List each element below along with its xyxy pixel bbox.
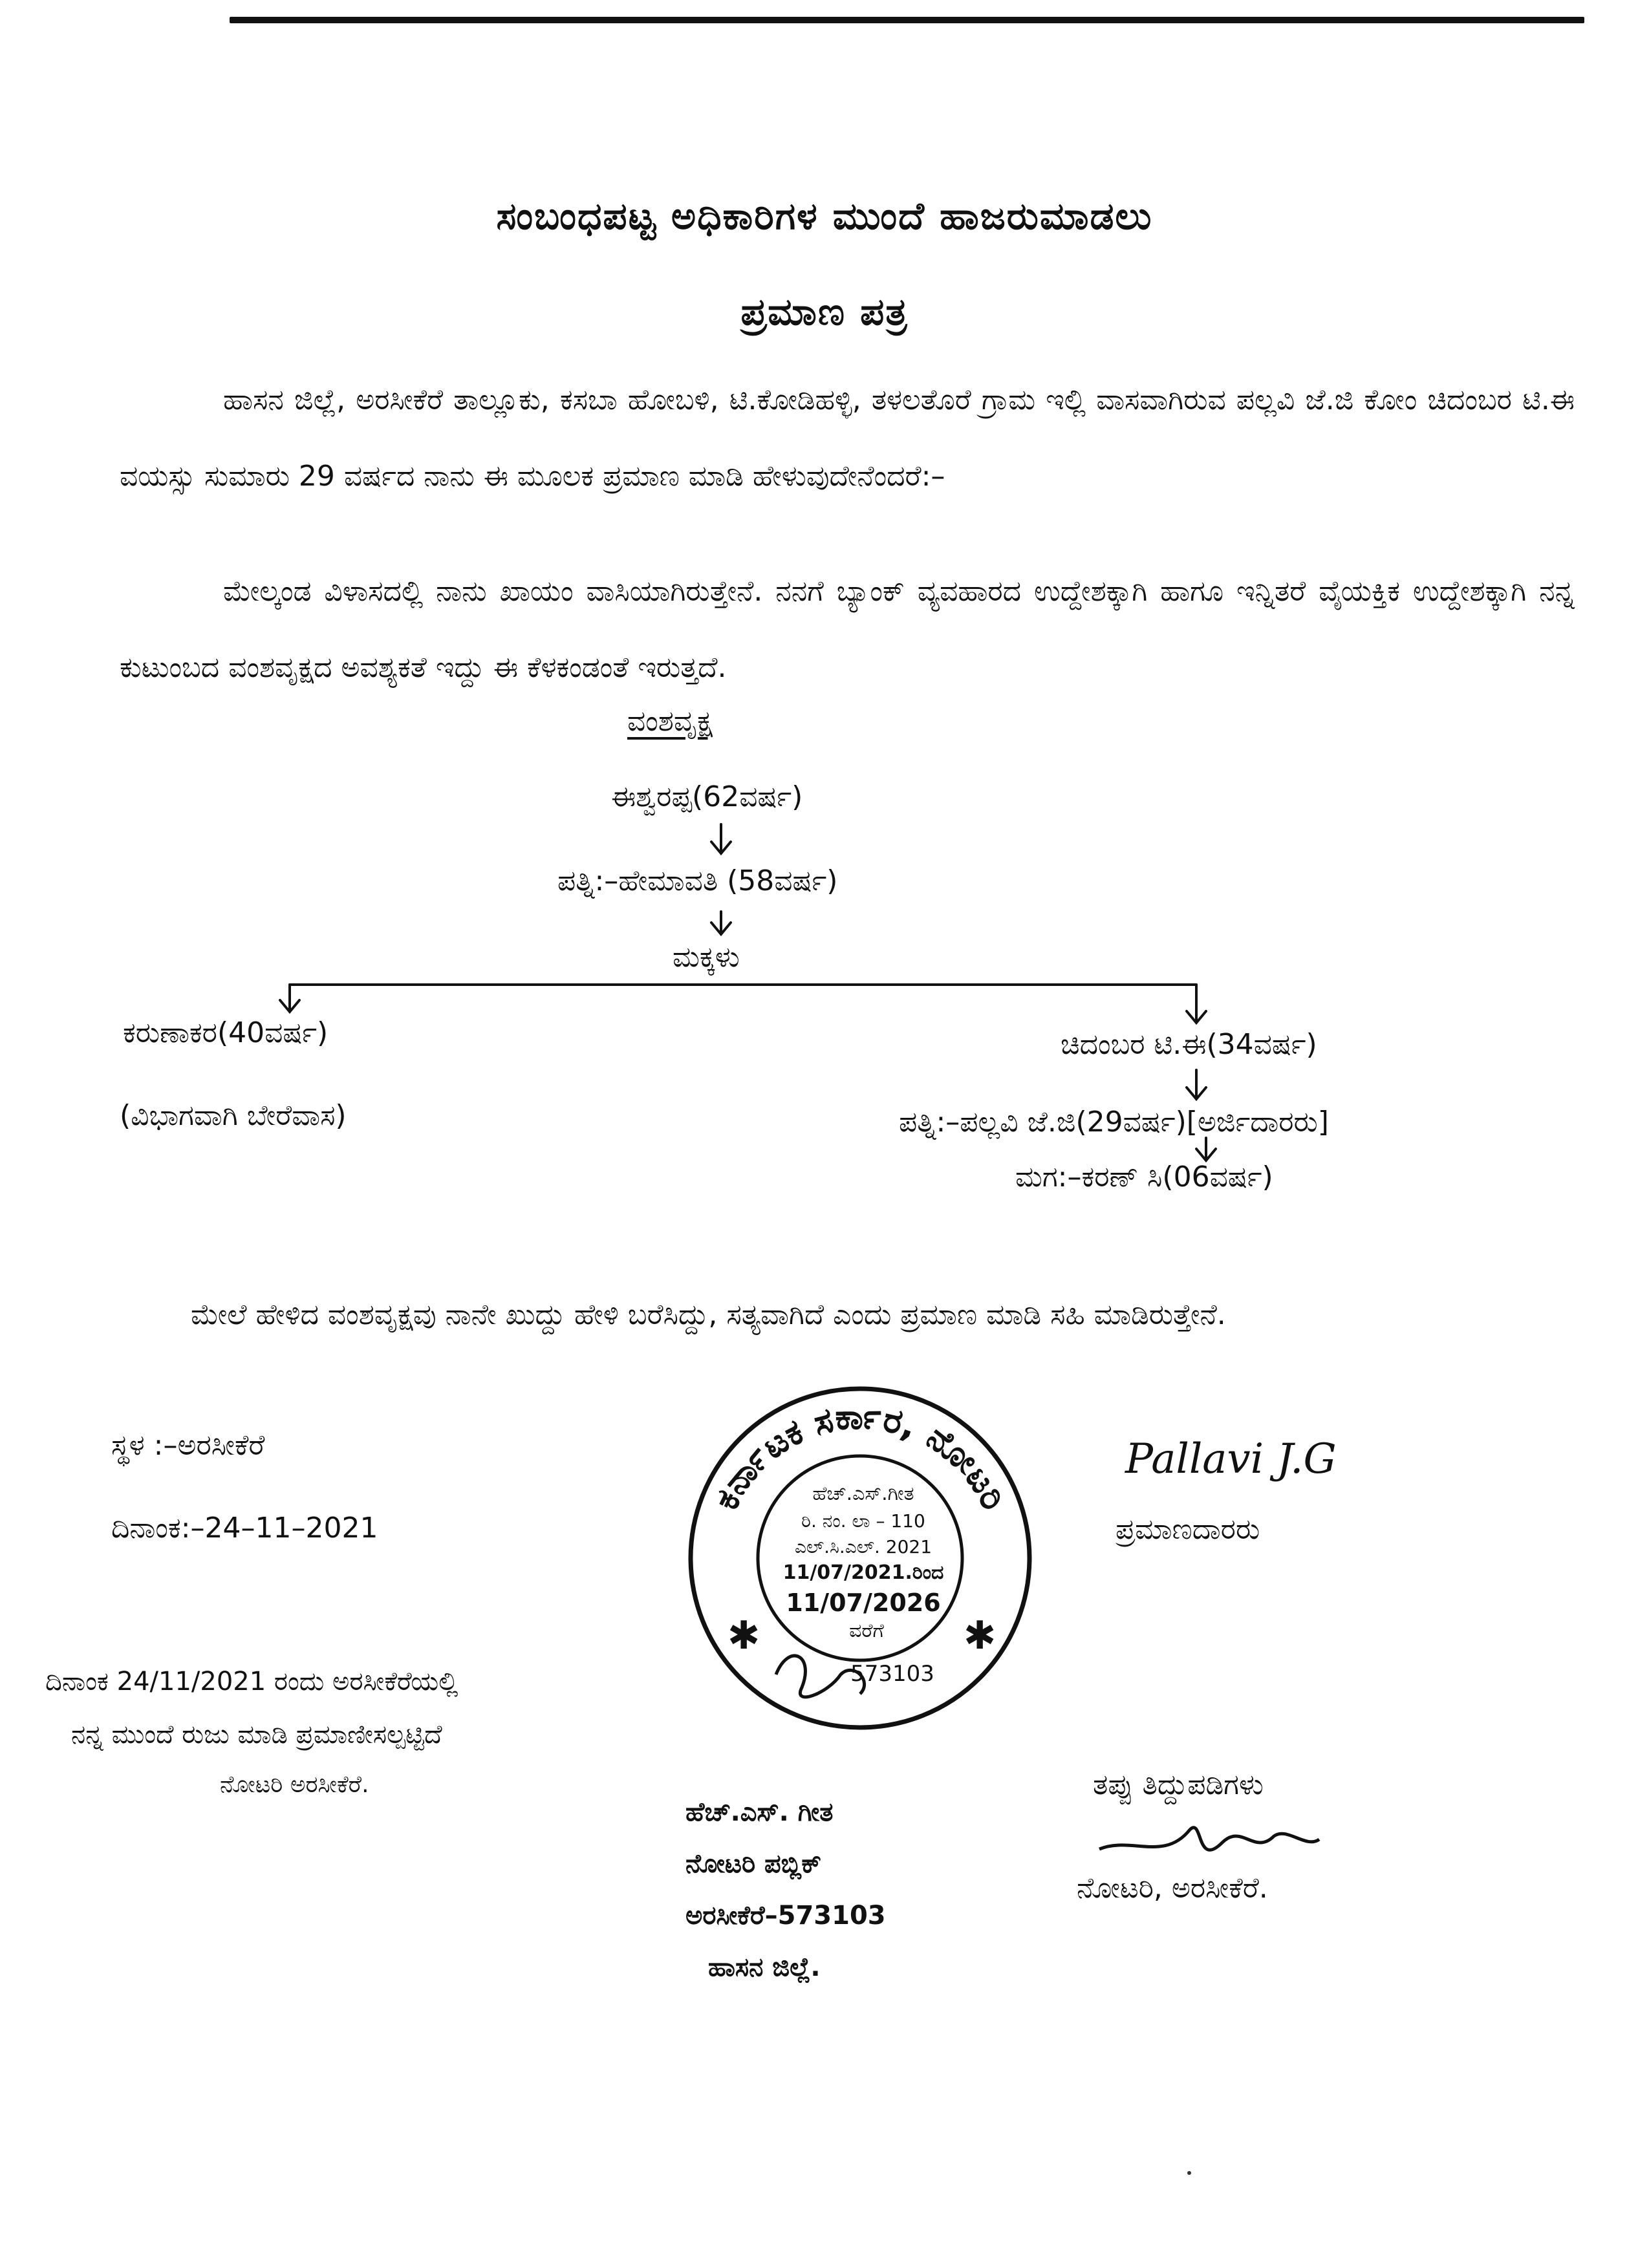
arrow-branch-left (280, 985, 299, 1012)
certifier-label: ಪ್ರಮಾಣದಾರರು (1116, 1513, 1260, 1546)
seal-pin: 573103 (850, 1661, 934, 1687)
notary-name: ಹೆಚ್.ಎಸ್. ಗೀತ (685, 1797, 834, 1827)
attestation-line-1: ದಿನಾಂಕ 24/11/2021 ರಂದು ಅರಸೀಕೆರೆಯಲ್ಲಿ (45, 1667, 458, 1696)
scan-speck (1187, 2171, 1191, 2175)
notary-signature (1093, 1810, 1326, 1881)
seal-from-date: 11/07/2021.ರಿಂದ (782, 1561, 944, 1584)
date-line: ದಿನಾಂಕ:–24–11–2021 (111, 1512, 378, 1545)
seal-name: ಹೆಚ್.ಎಸ್.ಗೀತ (812, 1482, 914, 1505)
document-title: ಸಂಬಂಧಪಟ್ಟ ಅಧಿಕಾರಿಗಳ ಮುಂದೆ ಹಾಜರುಮಾಡಲು (496, 194, 1153, 238)
place-line: ಸ್ಥಳ :–ಅರಸೀಕೆರೆ (111, 1429, 265, 1462)
corrections-label: ತಪ್ಪು ತಿದ್ದುಪಡಿಗಳು (1093, 1768, 1264, 1801)
arrow-spouse-to-children (711, 912, 731, 934)
notary-seal (679, 1371, 1041, 1733)
notary-district: ಹಾಸನ ಜಿಲ್ಲೆ. (708, 1952, 821, 1982)
arrow-branch-right (1187, 985, 1206, 1023)
notary-title: ನೋಟರಿ ಪಬ್ಲಿಕ್ (685, 1849, 822, 1879)
tree-node-spouse: ಪತ್ನಿ:–ಹೇಮಾವತಿ (58ವರ್ಷ) (557, 864, 838, 897)
arrow-spouse-to-grandson (1196, 1138, 1216, 1161)
declaration-paragraph: ಮೇಲೆ ಹೇಳಿದ ವಂಶವೃಕ್ಷವು ನಾನೇ ಖುದ್ದು ಹೇಳಿ ಬರೆಸಿದ್ದು, ಸತ್ಯವಾಗಿದೆ ಎಂದು ಪ್ರಮಾಣ ಮಾಡಿ ಸಹಿ ಮಾಡಿರುತ್ತೇನೆ. (191, 1298, 1226, 1331)
notary-place: ಅರಸೀಕೆರೆ–573103 (685, 1901, 886, 1931)
family-tree-heading: ವಂಶವೃಕ್ಷ (627, 705, 713, 738)
seal-reg-no: ರಿ. ನಂ. ಲಾ – 110 (801, 1510, 925, 1532)
svg-text:✱: ✱ (964, 1613, 997, 1658)
arrow-right-to-spouse (1187, 1070, 1206, 1099)
tree-node-grandson: ಮಗ:–ಕರಣ್ ಸಿ(06ವರ್ಷ) (1015, 1161, 1273, 1193)
seal-ref: ಎಲ್.ಸಿ.ಎಲ್. 2021 (794, 1536, 932, 1557)
tree-node-left-child-note: (ವಿಭಾಗವಾಗಿ ಬೇರೆವಾಸ) (120, 1099, 347, 1132)
attestation-line-3: ನೋಟರಿ ಅರಸೀಕೆರೆ. (220, 1771, 369, 1798)
attestation-line-2: ನನ್ನ ಮುಂದೆ ರುಜು ಮಾಡಿ ಪ್ರಮಾಣೀಸಲ್ಪಟ್ಟಿದೆ (71, 1720, 442, 1749)
svg-text:✱: ✱ (727, 1613, 760, 1658)
intro-paragraph: ಹಾಸನ ಜಿಲ್ಲೆ, ಅರಸೀಕೆರೆ ತಾಲ್ಲೂಕು, ಕಸಬಾ ಹೋಬಳಿ, ಟಿ.ಕೋಡಿಹಳ್ಳಿ, ತಳಲತೊರೆ ಗ್ರಾಮ ಇಲ್ಲಿ ವಾಸವಾಗಿರುವ ಪಲ್ಲವಿ ಜೆ.ಜಿ ಕೋಂ ಚಿದಂಬರ ಟಿ.ಈ ವಯಸ್ಸು ಸುಮಾರು 29 ವರ್ಷದ ನಾನು ಈ ಮೂಲಕ ಪ್ರಮಾಣ ಮಾಡಿ ಹೇಳುವುದೇನೆಂದರೆ:– (120, 383, 1575, 493)
seal-ring-text: ಕರ್ನಾಟಕ ಸರ್ಕಾರ, ನೋಟರಿ (705, 1396, 1015, 1516)
purpose-paragraph: ಮೇಲ್ಕಂಡ ವಿಳಾಸದಲ್ಲಿ ನಾನು ಖಾಯಂ ವಾಸಿಯಾಗಿರುತ್ತೇನೆ. ನನಗೆ ಬ್ಯಾಂಕ್ ವ್ಯವಹಾರದ ಉದ್ದೇಶಕ್ಕಾಗಿ ಹಾಗೂ ಇನ್ನಿತರೆ ವೈಯಕ್ತಿಕ ಉದ್ದೇಶಕ್ಕಾಗಿ ನನ್ನ ಕುಟುಂಬದ ವಂಶವೃಕ್ಷದ ಅವಶ್ಯಕತೆ ಇದ್ದು ಈ ಕೆಳಕಂಡಂತೆ ಇರುತ್ತದೆ. (120, 575, 1575, 684)
tree-node-right-child: ಚಿದಂಬರ ಟಿ.ಈ(34ವರ್ಷ) (1061, 1028, 1317, 1061)
seal-to-date: 11/07/2026 (786, 1589, 941, 1617)
certifier-signature: Pallavi J.G (1125, 1435, 1337, 1483)
correction-notary-place: ನೋಟರಿ, ಅರಸೀಕೆರೆ. (1077, 1872, 1268, 1905)
document-subtitle: ಪ್ರಮಾಣ ಪತ್ರ (740, 290, 909, 334)
tree-node-right-child-spouse: ಪತ್ನಿ:–ಪಲ್ಲವಿ ಜೆ.ಜಿ(29ವರ್ಷ)[ಅರ್ಜಿದಾರರು] (899, 1106, 1329, 1139)
seal-until: ವರೆಗೆ (849, 1620, 884, 1642)
tree-node-children-label: ಮಕ್ಕಳು (673, 941, 740, 974)
tree-node-root: ಈಶ್ವರಪ್ಪ(62ವರ್ಷ) (611, 780, 803, 813)
tree-node-left-child: ಕರುಣಾಕರ(40ವರ್ಷ) (123, 1016, 329, 1049)
arrow-root-to-spouse (711, 824, 731, 853)
